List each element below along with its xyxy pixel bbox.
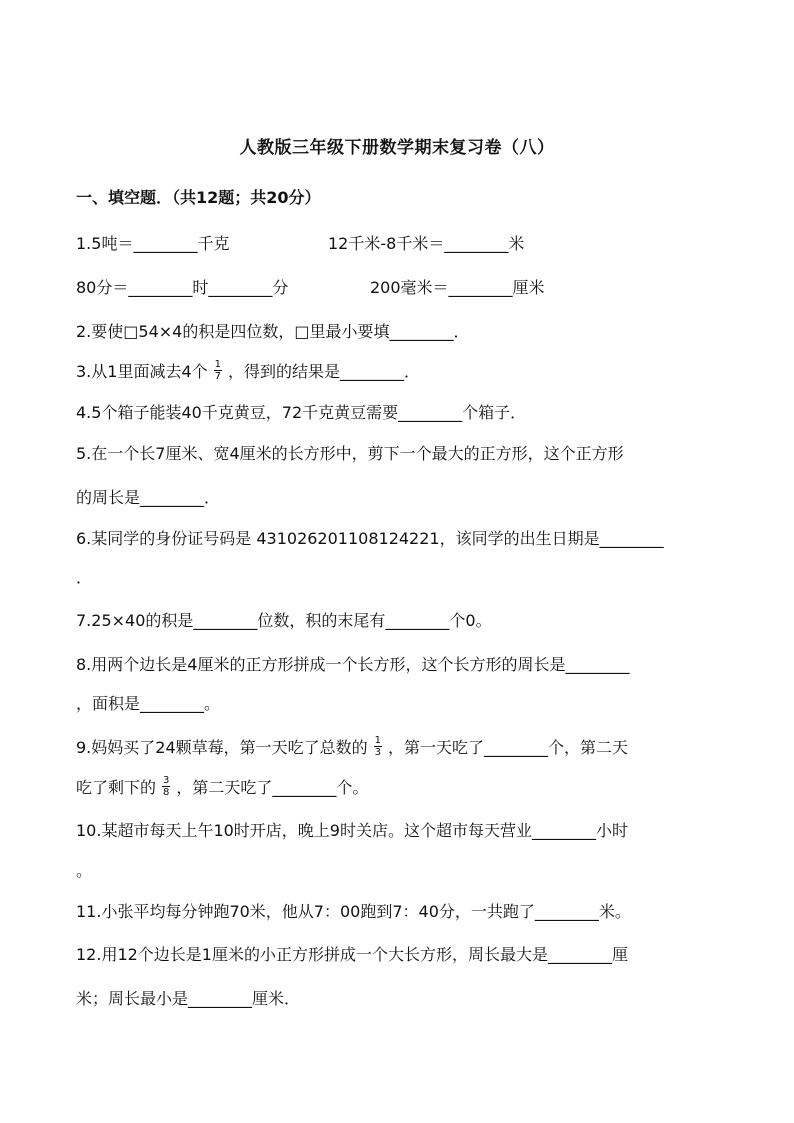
q1-part-a: 1.5吨＝________千克 xyxy=(76,234,230,253)
question-9-line-1 xyxy=(76,737,628,760)
question-6-line-1: 6.某同学的身份证号码是 431026201108124221，该同学的出生日期是________ xyxy=(76,529,664,548)
q1-part-b: 12千米-8千米＝________米 xyxy=(328,234,525,253)
fraction-numerator: 3 xyxy=(163,775,170,786)
fraction-denominator: 3 xyxy=(374,747,382,758)
question-5-line-2: 的周长是________． xyxy=(76,488,221,507)
page-title: 人教版三年级下册数学期末复习卷（八） xyxy=(239,138,555,158)
q3-text-post: ，得到的结果是________． xyxy=(228,362,421,381)
question-1-line-2 xyxy=(76,278,545,298)
question-10-line-1: 10.某超市每天上午10时开店，晚上9时关店。这个超市每天营业________小时 xyxy=(76,821,628,840)
question-8-line-1: 8.用两个边长是4厘米的正方形拼成一个长方形，这个长方形的周长是________ xyxy=(76,655,630,674)
q9-line2-post: ，第二天吃了________个。 xyxy=(176,778,369,797)
question-9-line-2 xyxy=(76,777,368,800)
fraction-numerator: 1 xyxy=(374,735,382,746)
question-12-line-1: 12.用12个边长是1厘米的小正方形拼成一个大长方形，周长最大是________厘 xyxy=(76,945,628,964)
question-5-line-1: 5.在一个长7厘米、宽4厘米的长方形中，剪下一个最大的正方形，这个正方形 xyxy=(76,444,624,463)
q1-part-d: 200毫米＝________厘米 xyxy=(370,278,545,297)
fraction-one-third xyxy=(374,735,382,758)
q9-text-post: ，第一天吃了________个，第二天 xyxy=(388,738,629,757)
question-3 xyxy=(76,361,420,384)
q3-text-pre: 3.从1里面减去4个 xyxy=(76,362,208,381)
q1-part-c: 80分＝________时________分 xyxy=(76,278,289,297)
question-2: 2.要使□54×4的积是四位数，□里最小要填________． xyxy=(76,322,470,341)
fraction-three-eighths xyxy=(162,775,170,798)
question-1-line-1 xyxy=(76,234,525,254)
question-4: 4.5个箱子能装40千克黄豆，72千克黄豆需要________个箱子． xyxy=(76,403,527,422)
question-8-line-2: ，面积是________。 xyxy=(76,694,221,713)
fraction-denominator: 8 xyxy=(163,787,170,798)
q9-text-pre: 9.妈妈买了24颗草莓，第一天吃了总数的 xyxy=(76,738,368,757)
question-7: 7.25×40的积是________位数，积的末尾有________个0。 xyxy=(76,611,492,630)
question-6-line-2: ． xyxy=(76,568,93,587)
question-10-line-2: 。 xyxy=(76,861,93,880)
fraction-one-seventh xyxy=(214,359,222,382)
q9-line2-pre: 吃了剩下的 xyxy=(76,778,157,797)
question-11: 11.小张平均每分钟跑70米，他从7：00跑到7：40分，一共跑了________米。 xyxy=(76,902,631,921)
question-12-line-2: 米；周长最小是________厘米． xyxy=(76,989,301,1008)
section-heading: 一、填空题．（共12题；共20分） xyxy=(76,188,321,207)
fraction-denominator: 7 xyxy=(214,371,222,382)
fraction-numerator: 1 xyxy=(214,359,222,370)
